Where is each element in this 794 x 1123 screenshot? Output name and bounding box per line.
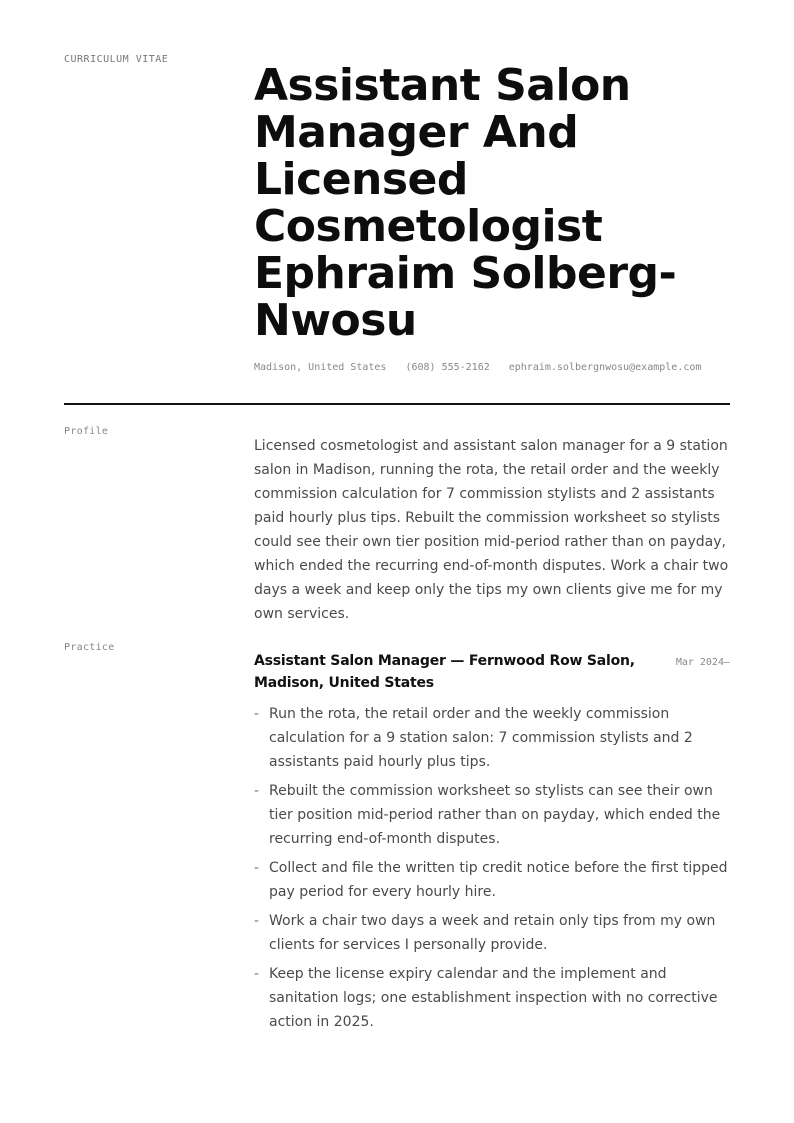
job-bullet-list <box>254 702 730 1034</box>
job-bullet-text: Work a chair two days a week and retain only tips from my own clients for services I personally provide. <box>269 913 716 953</box>
document-title: Assistant Salon Manager And Licensed Cosmetologist Ephraim Solberg-Nwosu <box>254 60 677 346</box>
job-bullet-text: Run the rota, the retail order and the weekly commission calculation for a 9 station salon: 7 commission stylists and 2 assistants paid hourly plus tips. <box>269 706 693 770</box>
contact-phone: (608) 555-2162 <box>405 362 490 373</box>
bullet-dash: - <box>254 783 260 799</box>
bullet-dash: - <box>254 966 260 982</box>
document-kicker: CURRICULUM VITAE <box>64 54 169 65</box>
job-bullet <box>254 779 730 851</box>
job-bullet-text: Rebuilt the commission worksheet so stylists can see their own tier position mid-period rather than on payday, which ended the recurring end-of-month disputes. <box>269 783 721 847</box>
bullet-dash: - <box>254 860 260 876</box>
practice-section-label: Practice <box>64 642 115 653</box>
contact-location: Madison, United States <box>254 362 387 373</box>
bullet-dash: - <box>254 913 260 929</box>
bullet-dash: - <box>254 706 260 722</box>
job-bullet-text: Collect and file the written tip credit notice before the first tipped pay period for every hourly hire. <box>269 860 728 900</box>
job-title: Assistant Salon Manager — Fernwood Row Salon, Madison, United States <box>254 653 635 691</box>
profile-section-label: Profile <box>64 426 109 437</box>
job-bullet-text: Keep the license expiry calendar and the implement and sanitation logs; one establishment inspection with no corrective action in 2025. <box>269 966 718 1030</box>
header-divider <box>64 403 730 405</box>
contact-email: ephraim.solbergnwosu@example.com <box>508 362 702 373</box>
profile-text: Licensed cosmetologist and assistant salon manager for a 9 station salon in Madison, running the rota, the retail order and the weekly commission calculation for 7 commission stylists and 2 assistants paid hourly plus tips. Rebuilt the commission worksheet so stylists could see their own tier position mid-period rather than on payday, which ended the recurring end-of-month disputes. Work a chair two days a week and keep only the tips my own clients give me for my own services. <box>254 438 729 622</box>
job-bullet <box>254 702 730 774</box>
job-entry <box>254 650 730 1039</box>
job-bullet <box>254 962 730 1034</box>
job-header <box>254 650 730 694</box>
job-bullet <box>254 909 730 957</box>
job-date: Mar 2024– <box>675 657 730 668</box>
job-bullet <box>254 856 730 904</box>
contact-line <box>254 361 734 375</box>
